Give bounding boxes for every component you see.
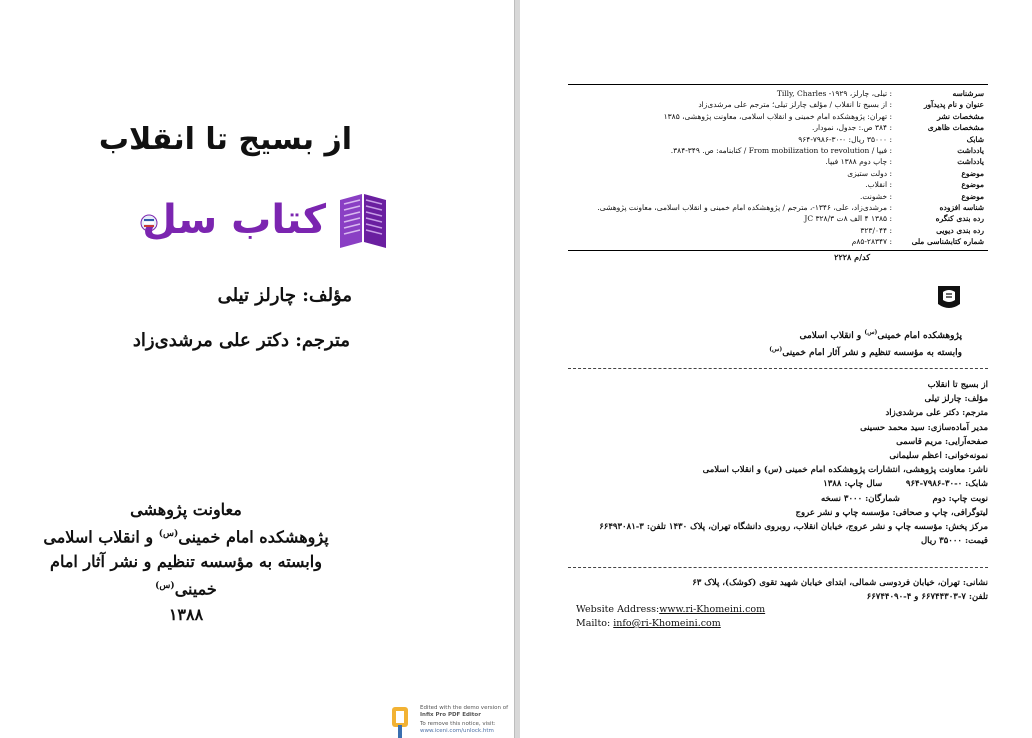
cip-row (568, 179, 988, 190)
contact-phone: تلفن: ۷-۶۶۷۴۴۳۰۳ و ۴-۶۶۷۴۴۰۹۰ (866, 592, 988, 602)
infix-logo-icon (392, 705, 412, 738)
right-page (520, 0, 1032, 738)
colophon-layout: صفحه‌آرایی: مریم قاسمی (896, 436, 988, 447)
cip-value: : تیلی، چارلز، ۱۹۲۹- Tilly, Charles (776, 89, 892, 98)
colophon-publisher: ناشر: معاونت پژوهشی، انتشارات پژوهشکده امام خمینی (س) و انقلاب اسلامی (702, 465, 988, 476)
cip-row (568, 99, 988, 110)
cip-table (568, 84, 988, 251)
cip-value: : از بسیج تا انقلاب / مؤلف چارلز تیلی؛ مترجم علی مرشدی‌زاد (698, 100, 892, 110)
cover-institute: پژوهشکده امام خمینی$^{(س)}$ و انقلاب اسلامی (43, 527, 329, 547)
colophon-edition-copies: نوبت چاپ: دوم شمارگان: ۳۰۰۰ نسخه (820, 493, 988, 504)
cip-value: : ۸۵-۲۸۳۴۷م (851, 237, 892, 247)
contact-address: نشانی: تهران، خیابان فردوسی شمالی، ابتدای خیابان شهید تقوی (کوشک)، پلاک ۶۳ (692, 578, 988, 588)
cip-row (568, 168, 988, 179)
separator-top (568, 368, 988, 369)
institute-block (769, 326, 962, 360)
contact-address-block (568, 576, 988, 604)
cip-value: : ۳۸۴ ص.: جدول، نمودار. (812, 123, 892, 133)
cover-deputy: معاونت پژوهشی (130, 500, 242, 519)
infix-watermark (392, 705, 515, 738)
cip-value: : مرشدی‌زاد، علی، ۱۳۴۶-، مترجم / پژوهشکده امام خمینی و انقلاب اسلامی، معاونت پژوهشی. (597, 203, 892, 212)
cip-label: یادداشت (957, 157, 984, 167)
cip-row (568, 156, 988, 167)
cip-label: رده بندی دیویی (936, 225, 984, 235)
cip-label: موضوع (961, 180, 984, 190)
institute-line1: پژوهشکده امام خمینی$^{(س)}$ و انقلاب اسلامی (799, 329, 962, 341)
colophon-title: از بسیج تا انقلاب (927, 380, 988, 390)
cip-value: : دولت ستیزی (847, 168, 892, 178)
cover-translator: مترجم: دکتر علی مرشدی‌زاد (132, 330, 350, 351)
colophon (568, 378, 988, 548)
separator-bottom (568, 567, 988, 568)
colophon-distribution: مرکز پخش: مؤسسه چاپ و نشر عروج، خیابان انقلاب، روبروی دانشگاه تهران، پلاک ۱۴۳۰ تلفن: ۳-۶۶۴۹۳۰۸۱ (599, 521, 988, 532)
cip-value: : تهران: پژوهشکده امام خمینی و انقلاب اسلامی، معاونت پژوهشی، ۱۳۸۵ (663, 111, 892, 121)
colophon-editor: مدیر آماده‌سازی: سید محمد حسینی (860, 422, 988, 433)
left-page (0, 0, 515, 738)
web-contact (576, 603, 765, 631)
cip-row (568, 88, 988, 99)
watermark-text: Edited with the demo version of Infix Pro PDF Editor To remove this notice, visit: www.iceni.com/unlock.htm (420, 705, 509, 734)
publisher-logo-icon (936, 282, 962, 312)
cip-value: : خشونت. (860, 191, 892, 201)
cip-label: مشخصات نشر (937, 111, 984, 121)
cip-row (568, 202, 988, 213)
colophon-price: قیمت: ۳۵۰۰۰ ریال (920, 536, 988, 547)
mail-link[interactable]: info@ri-Khomeini.com (613, 618, 721, 629)
mail-line: Mailto: info@ri-Khomeini.com (576, 618, 721, 629)
cip-value: : فیپا / From mobilization to revolution / کتابنامه: ص. ۳۴۹-۳۸۴. (670, 146, 892, 155)
colophon-proof: نمونه‌خوانی: اعظم سلیمانی (889, 450, 988, 461)
cip-row (568, 236, 988, 247)
cip-row (568, 122, 988, 133)
website-link[interactable]: www.ri-Khomeini.com (659, 604, 766, 615)
cip-code: کد/م ۲۲۲۸ (834, 252, 870, 262)
books-icon (336, 192, 388, 250)
cip-value: : چاپ دوم ۱۳۸۸ فیپا. (825, 157, 892, 167)
colophon-author: مؤلف: چارلز تیلی (924, 394, 988, 405)
cip-row (568, 213, 988, 224)
ketab-sal-logo (138, 190, 388, 256)
cip-row (568, 225, 988, 236)
cip-row (568, 145, 988, 156)
logo-text: کتاب سل (142, 197, 326, 243)
cip-label: مشخصات ظاهری (927, 123, 984, 133)
colophon-printing: لیتوگرافی، چاپ و صحافی: مؤسسه چاپ و نشر عروج (795, 507, 988, 518)
cip-label: عنوان و نام پدیدآور (923, 100, 984, 110)
cip-value: : انقلاب. (865, 180, 892, 190)
cip-row (568, 111, 988, 122)
colophon-isbn-year: شابک: ۰-۳۰-۷۹۸۶-۹۶۴ سال چاپ: ۱۳۸۸ (823, 479, 988, 490)
institute-line2: وابسته به مؤسسه تنظیم و نشر آثار امام خمینی$^{(س)}$ (769, 346, 962, 358)
colophon-translator: مترجم: دکتر علی مرشدی‌زاد (885, 408, 988, 419)
cover-author: مؤلف: چارلز تیلی (217, 285, 352, 306)
cip-label: موضوع (961, 168, 984, 178)
cip-label: شابک (966, 134, 984, 144)
cip-label: موضوع (961, 191, 984, 201)
cover-publisher-block (36, 497, 336, 627)
cip-value: : ۳۲۳/۰۴۴ (860, 225, 892, 235)
cip-value: : ۳۵۰۰۰ ریال: ۰-۳۰-۷۹۸۶-۹۶۴ (798, 134, 892, 144)
cip-row (568, 191, 988, 202)
cip-label: یادداشت (957, 146, 984, 155)
cip-row (568, 134, 988, 145)
cip-value: : ۱۳۸۵ ۴ الف ۸ت ۳۲۸/۳ JC (804, 214, 892, 224)
website-line: Website Address:www.ri-Khomeini.com (576, 604, 766, 615)
cip-label: شناسه افزوده (939, 203, 984, 212)
cover-affiliation: وابسته به مؤسسه تنظیم و نشر آثار امام خمینی$^{(س)}$ (50, 552, 322, 599)
cover-year: ۱۳۸۸ (168, 604, 204, 624)
cip-label: شماره کتابشناسی ملی (911, 237, 984, 247)
cip-label: سرشناسه (952, 89, 984, 98)
cip-label: رده بندی کنگره (935, 214, 984, 224)
book-title: از بسیج تا انقلاب (98, 122, 352, 157)
